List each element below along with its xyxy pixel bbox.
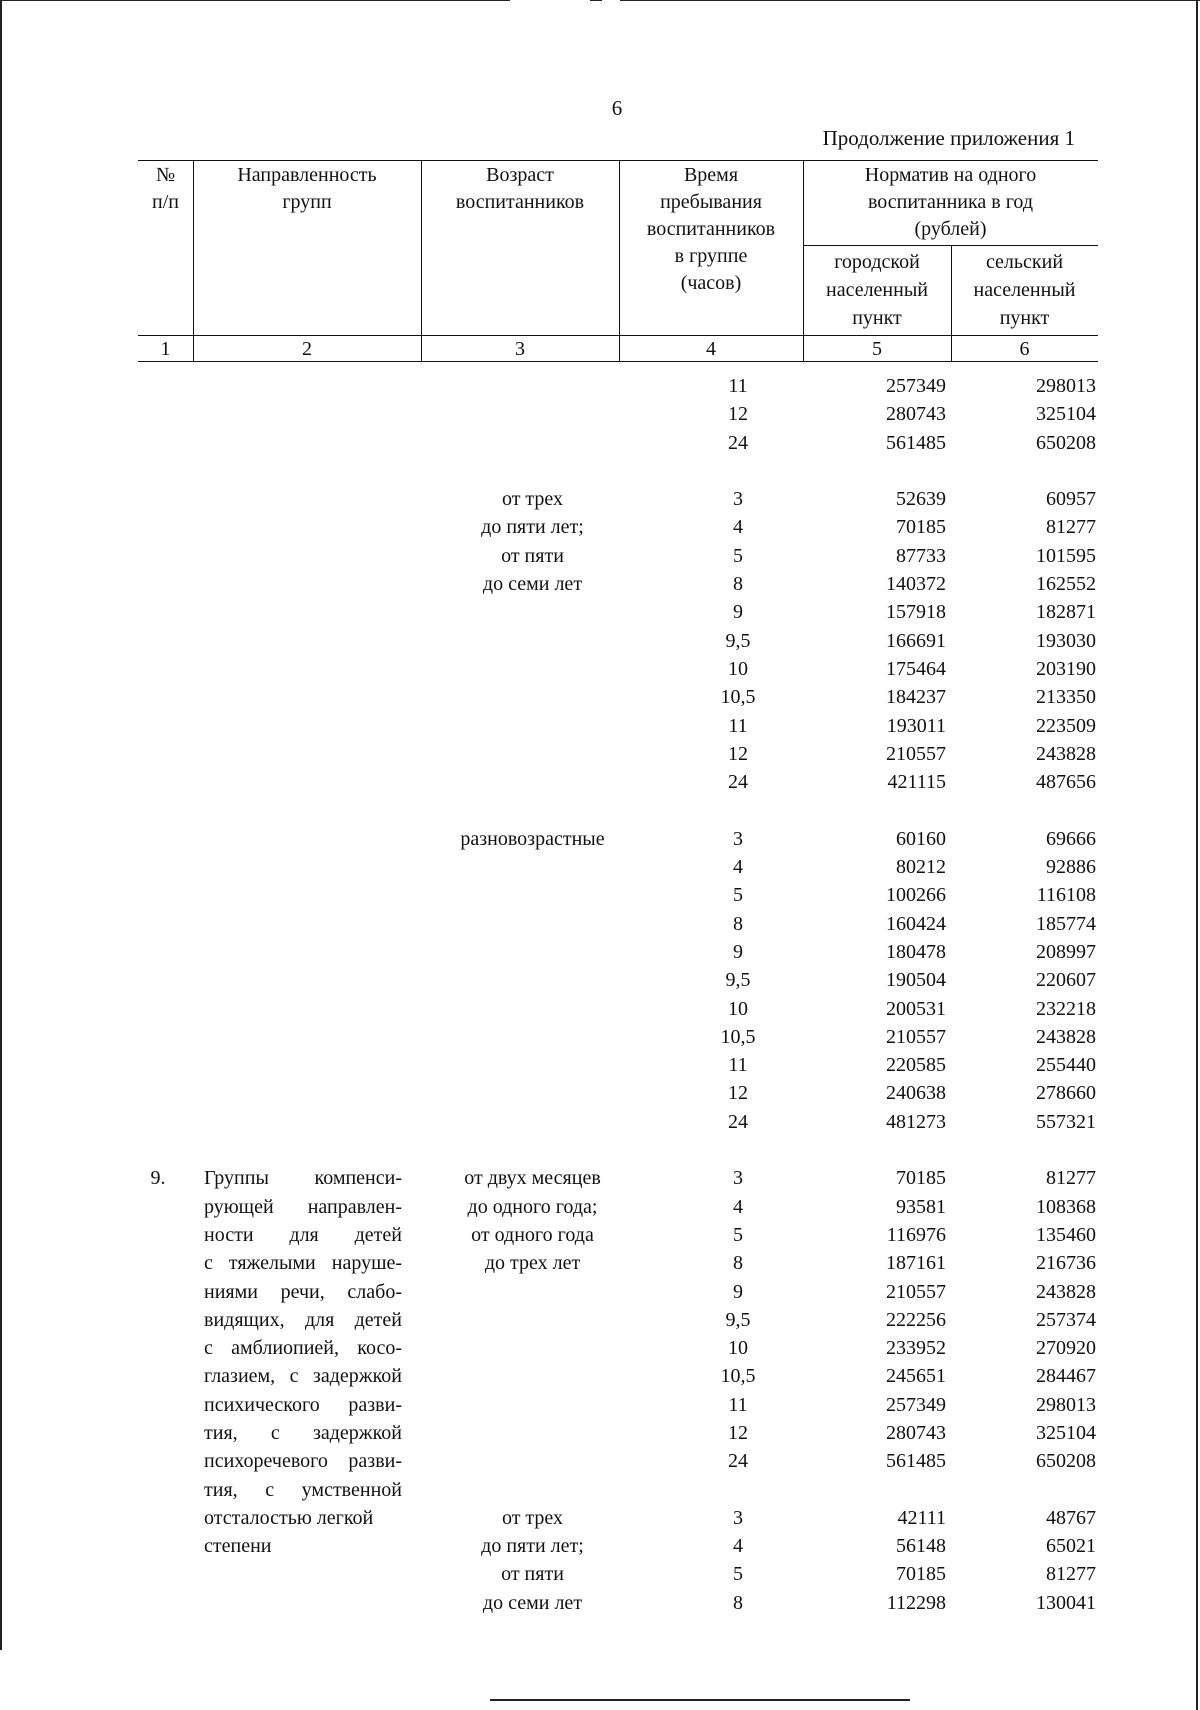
rural-norm: 325104 — [1036, 1421, 1096, 1444]
age-group-line: до пяти лет; — [481, 516, 584, 539]
urban-norm: 166691 — [886, 629, 946, 652]
stay-hours: 10 — [728, 657, 748, 680]
group-direction-line: видящих, для детей — [204, 1308, 402, 1331]
table-row — [138, 881, 1098, 909]
table-block — [138, 1504, 1098, 1617]
stay-hours: 24 — [728, 771, 748, 794]
stay-hours: 11 — [728, 375, 748, 397]
block-spacer — [138, 1136, 1098, 1164]
table-row — [138, 1504, 1098, 1532]
table-row — [138, 825, 1098, 853]
header-number-3: 3 — [515, 338, 525, 360]
urban-norm: 112298 — [886, 1591, 946, 1614]
header-col-urban: городской населенный пункт — [826, 251, 928, 329]
group-direction-line: тия, с задержкой — [204, 1421, 402, 1444]
table-row — [138, 768, 1098, 796]
group-direction-line: рующей направлен- — [204, 1195, 402, 1218]
appendix-continuation-note: Продолжение приложения 1 — [822, 126, 1075, 150]
table-row — [138, 1023, 1098, 1051]
urban-norm: 561485 — [886, 431, 946, 454]
stay-hours: 9,5 — [725, 1308, 751, 1331]
age-group-line: от пяти — [501, 1563, 564, 1586]
rural-norm: 223509 — [1036, 714, 1096, 737]
table-row — [138, 1193, 1098, 1221]
stay-hours: 5 — [733, 1563, 743, 1586]
table-row — [138, 1051, 1098, 1079]
stay-hours: 3 — [733, 1167, 743, 1190]
stay-hours: 8 — [733, 573, 743, 596]
scan-edge-line — [1196, 0, 1198, 1710]
stay-hours: 10,5 — [720, 1365, 756, 1388]
urban-norm: 100266 — [886, 884, 946, 907]
header-number-5: 5 — [872, 338, 882, 360]
rural-norm: 130041 — [1036, 1591, 1096, 1614]
urban-norm: 70185 — [896, 516, 946, 539]
stay-hours: 4 — [733, 1195, 743, 1218]
stay-hours: 5 — [733, 1223, 743, 1246]
rural-norm: 243828 — [1036, 1025, 1096, 1048]
urban-norm: 184237 — [886, 686, 946, 709]
urban-norm: 280743 — [886, 403, 946, 426]
rural-norm: 108368 — [1036, 1195, 1096, 1218]
stay-hours: 24 — [728, 1110, 748, 1133]
table-block — [138, 372, 1098, 457]
stay-hours: 5 — [733, 884, 743, 907]
stay-hours: 11 — [728, 1054, 748, 1077]
urban-norm: 240638 — [886, 1082, 946, 1105]
rural-norm: 232218 — [1036, 997, 1096, 1020]
urban-norm: 93581 — [896, 1195, 946, 1218]
rural-norm: 185774 — [1036, 912, 1096, 935]
table-row — [138, 485, 1098, 513]
rural-norm: 65021 — [1046, 1535, 1096, 1558]
group-direction-line: ности для детей — [204, 1223, 402, 1246]
group-direction-line: степени — [204, 1535, 272, 1558]
rural-norm: 69666 — [1046, 827, 1096, 850]
group-direction-line: отсталостью легкой — [204, 1506, 374, 1529]
table-row — [138, 372, 1098, 400]
table-row — [138, 995, 1098, 1023]
group-direction-line: тия, с умственной — [204, 1478, 402, 1501]
urban-norm: 200531 — [886, 997, 946, 1020]
urban-norm: 70185 — [896, 1167, 946, 1190]
urban-norm: 180478 — [886, 940, 946, 963]
stay-hours: 8 — [733, 912, 743, 935]
block-spacer — [138, 796, 1098, 824]
stay-hours: 9,5 — [725, 969, 751, 992]
stay-hours: 12 — [728, 403, 748, 426]
stay-hours: 12 — [728, 1082, 748, 1105]
scan-edge-line — [490, 1699, 910, 1701]
rural-norm: 81277 — [1046, 516, 1096, 539]
urban-norm: 245651 — [886, 1365, 946, 1388]
rural-norm: 650208 — [1036, 1450, 1096, 1473]
urban-norm: 140372 — [886, 573, 946, 596]
rural-norm: 48767 — [1046, 1506, 1096, 1529]
rural-norm: 81277 — [1046, 1563, 1096, 1586]
urban-norm: 220585 — [886, 1054, 946, 1077]
stay-hours: 5 — [733, 544, 743, 567]
stay-hours: 9 — [733, 1280, 743, 1303]
stay-hours: 10,5 — [720, 686, 756, 709]
table-row — [138, 910, 1098, 938]
group-direction-line: психического разви- — [204, 1393, 402, 1416]
rural-norm: 487656 — [1036, 771, 1096, 794]
table-row — [138, 1419, 1098, 1447]
header-number-1: 1 — [160, 338, 171, 360]
header-number-6: 6 — [1019, 338, 1030, 360]
stay-hours: 12 — [728, 1421, 748, 1444]
table-row — [138, 513, 1098, 541]
rural-norm: 216736 — [1036, 1252, 1096, 1275]
rural-norm: 208997 — [1036, 940, 1096, 963]
stay-hours: 4 — [733, 1535, 743, 1558]
urban-norm: 561485 — [886, 1450, 946, 1473]
table-row — [138, 1108, 1098, 1136]
stay-hours: 3 — [733, 1506, 743, 1529]
urban-norm: 116976 — [886, 1223, 946, 1246]
age-group-line: от трех — [501, 488, 564, 511]
row-number: 9. — [150, 1167, 166, 1190]
table-row — [138, 938, 1098, 966]
stay-hours: 4 — [733, 516, 743, 539]
rural-norm: 182871 — [1036, 601, 1096, 624]
urban-norm: 52639 — [896, 488, 946, 511]
stay-hours: 10 — [728, 1337, 748, 1360]
table-block — [138, 485, 1098, 796]
rural-norm: 557321 — [1036, 1110, 1096, 1133]
rural-norm: 116108 — [1036, 884, 1096, 907]
age-group-line: от пяти — [501, 544, 564, 567]
rural-norm: 325104 — [1036, 403, 1096, 426]
rural-norm: 298013 — [1036, 375, 1096, 397]
rural-norm: 650208 — [1036, 431, 1096, 454]
table-row — [138, 598, 1098, 626]
urban-norm: 80212 — [896, 856, 946, 879]
rural-norm: 162552 — [1036, 573, 1096, 596]
rural-norm: 298013 — [1036, 1393, 1096, 1416]
urban-norm: 175464 — [886, 657, 946, 680]
age-group-line: до одного года; — [467, 1195, 598, 1218]
urban-norm: 233952 — [886, 1337, 946, 1360]
urban-norm: 190504 — [886, 969, 946, 992]
urban-norm: 210557 — [886, 1280, 946, 1303]
table-block — [138, 825, 1098, 1136]
urban-norm: 421115 — [887, 771, 946, 794]
stay-hours: 8 — [733, 1591, 743, 1614]
urban-norm: 56148 — [896, 1535, 946, 1558]
group-direction-line: ниями речи, слабо- — [204, 1280, 402, 1303]
table-row — [138, 400, 1098, 428]
rural-norm: 257374 — [1036, 1308, 1096, 1331]
table-row — [138, 1447, 1098, 1475]
urban-norm: 70185 — [896, 1563, 946, 1586]
header-number-4: 4 — [706, 338, 716, 360]
table-row — [138, 1278, 1098, 1306]
stay-hours: 3 — [733, 488, 743, 511]
rural-norm: 243828 — [1036, 742, 1096, 765]
group-direction-line: психоречевого разви- — [204, 1450, 402, 1473]
table-row — [138, 627, 1098, 655]
stay-hours: 8 — [733, 1252, 743, 1275]
urban-norm: 210557 — [886, 742, 946, 765]
stay-hours: 9 — [733, 940, 743, 963]
table-row — [138, 1306, 1098, 1334]
stay-hours: 24 — [728, 431, 748, 454]
table-row — [138, 1334, 1098, 1362]
header-col-norm: Норматив на одного воспитанника в год (рублей) — [864, 164, 1037, 240]
header-col-rural: сельский населенный пункт — [973, 251, 1076, 329]
stay-hours: 12 — [728, 742, 748, 765]
rural-norm: 284467 — [1036, 1365, 1096, 1388]
stay-hours: 24 — [728, 1450, 748, 1473]
header-col-number: № п/п — [152, 164, 179, 213]
table-row — [138, 1589, 1098, 1617]
age-group-line: до семи лет — [482, 1591, 583, 1614]
stay-hours: 11 — [728, 1393, 748, 1416]
rural-norm: 135460 — [1036, 1223, 1096, 1246]
table-row — [138, 1221, 1098, 1249]
rural-norm: 220607 — [1036, 969, 1096, 992]
rural-norm: 81277 — [1046, 1167, 1096, 1190]
urban-norm: 87733 — [896, 544, 946, 567]
table-row — [138, 1249, 1098, 1277]
group-direction-line: глазием, с задержкой — [204, 1365, 402, 1388]
rural-norm: 270920 — [1036, 1337, 1096, 1360]
table-row — [138, 1079, 1098, 1107]
age-group-line: разновозрастные — [460, 827, 605, 850]
table-row — [138, 1362, 1098, 1390]
urban-norm: 60160 — [896, 827, 946, 850]
rural-norm: 213350 — [1036, 686, 1096, 709]
rural-norm: 92886 — [1046, 856, 1096, 879]
rural-norm: 243828 — [1036, 1280, 1096, 1303]
table-row — [138, 542, 1098, 570]
table-row — [138, 429, 1098, 457]
urban-norm: 42111 — [897, 1506, 946, 1529]
norms-table-body — [138, 372, 1098, 1617]
urban-norm: 157918 — [886, 601, 946, 624]
header-number-2: 2 — [302, 338, 312, 360]
age-group-line: от трех — [501, 1506, 564, 1529]
age-group-line: от одного года — [471, 1223, 594, 1246]
scan-edge-line — [0, 0, 510, 1]
table-row — [138, 712, 1098, 740]
stay-hours: 9 — [733, 601, 743, 624]
header-col-direction: Направленность групп — [237, 164, 377, 213]
table-row — [138, 655, 1098, 683]
group-direction-line: с амблиопией, косо- — [204, 1337, 402, 1360]
stay-hours: 10 — [728, 997, 748, 1020]
urban-norm: 193011 — [886, 714, 946, 737]
table-row — [138, 1532, 1098, 1560]
table-row — [138, 1164, 1098, 1192]
age-group-line: до семи лет — [482, 573, 583, 596]
urban-norm: 187161 — [886, 1252, 946, 1275]
scan-edge-line — [0, 0, 2, 1650]
table-row — [138, 570, 1098, 598]
rural-norm: 278660 — [1036, 1082, 1096, 1105]
urban-norm: 210557 — [886, 1025, 946, 1048]
rural-norm: 60957 — [1046, 488, 1096, 511]
table-row — [138, 966, 1098, 994]
stay-hours: 9,5 — [725, 629, 751, 652]
urban-norm: 160424 — [886, 912, 946, 935]
table-row — [138, 740, 1098, 768]
rural-norm: 203190 — [1036, 657, 1096, 680]
rural-norm: 193030 — [1036, 629, 1096, 652]
urban-norm: 257349 — [886, 375, 946, 397]
group-direction-line: Группы компенси- — [204, 1167, 402, 1190]
header-col-time: Время пребывания воспитанников в группе (часов) — [646, 164, 776, 294]
stay-hours: 11 — [728, 714, 748, 737]
stay-hours: 3 — [733, 827, 743, 850]
rural-norm: 255440 — [1036, 1054, 1096, 1077]
page-number: 6 — [611, 96, 623, 120]
table-row — [138, 853, 1098, 881]
rural-norm: 101595 — [1036, 544, 1096, 567]
urban-norm: 257349 — [886, 1393, 946, 1416]
block-spacer — [138, 457, 1098, 485]
urban-norm: 481273 — [886, 1110, 946, 1133]
scan-edge-line — [590, 0, 602, 1]
urban-norm: 222256 — [886, 1308, 946, 1331]
table-row — [138, 683, 1098, 711]
stay-hours: 10,5 — [720, 1025, 756, 1048]
urban-norm: 280743 — [886, 1421, 946, 1444]
table-row — [138, 1391, 1098, 1419]
age-group-line: от двух месяцев — [464, 1167, 601, 1190]
table-row — [138, 1560, 1098, 1588]
header-col-age: Возраст воспитанников — [455, 164, 585, 213]
age-group-line: до трех лет — [484, 1252, 581, 1275]
table-header — [138, 160, 1098, 360]
scan-edge-line — [620, 0, 1200, 1]
group-direction-line: с тяжелыми наруше- — [204, 1252, 402, 1275]
stay-hours: 4 — [733, 856, 743, 879]
age-group-line: до пяти лет; — [481, 1535, 584, 1558]
